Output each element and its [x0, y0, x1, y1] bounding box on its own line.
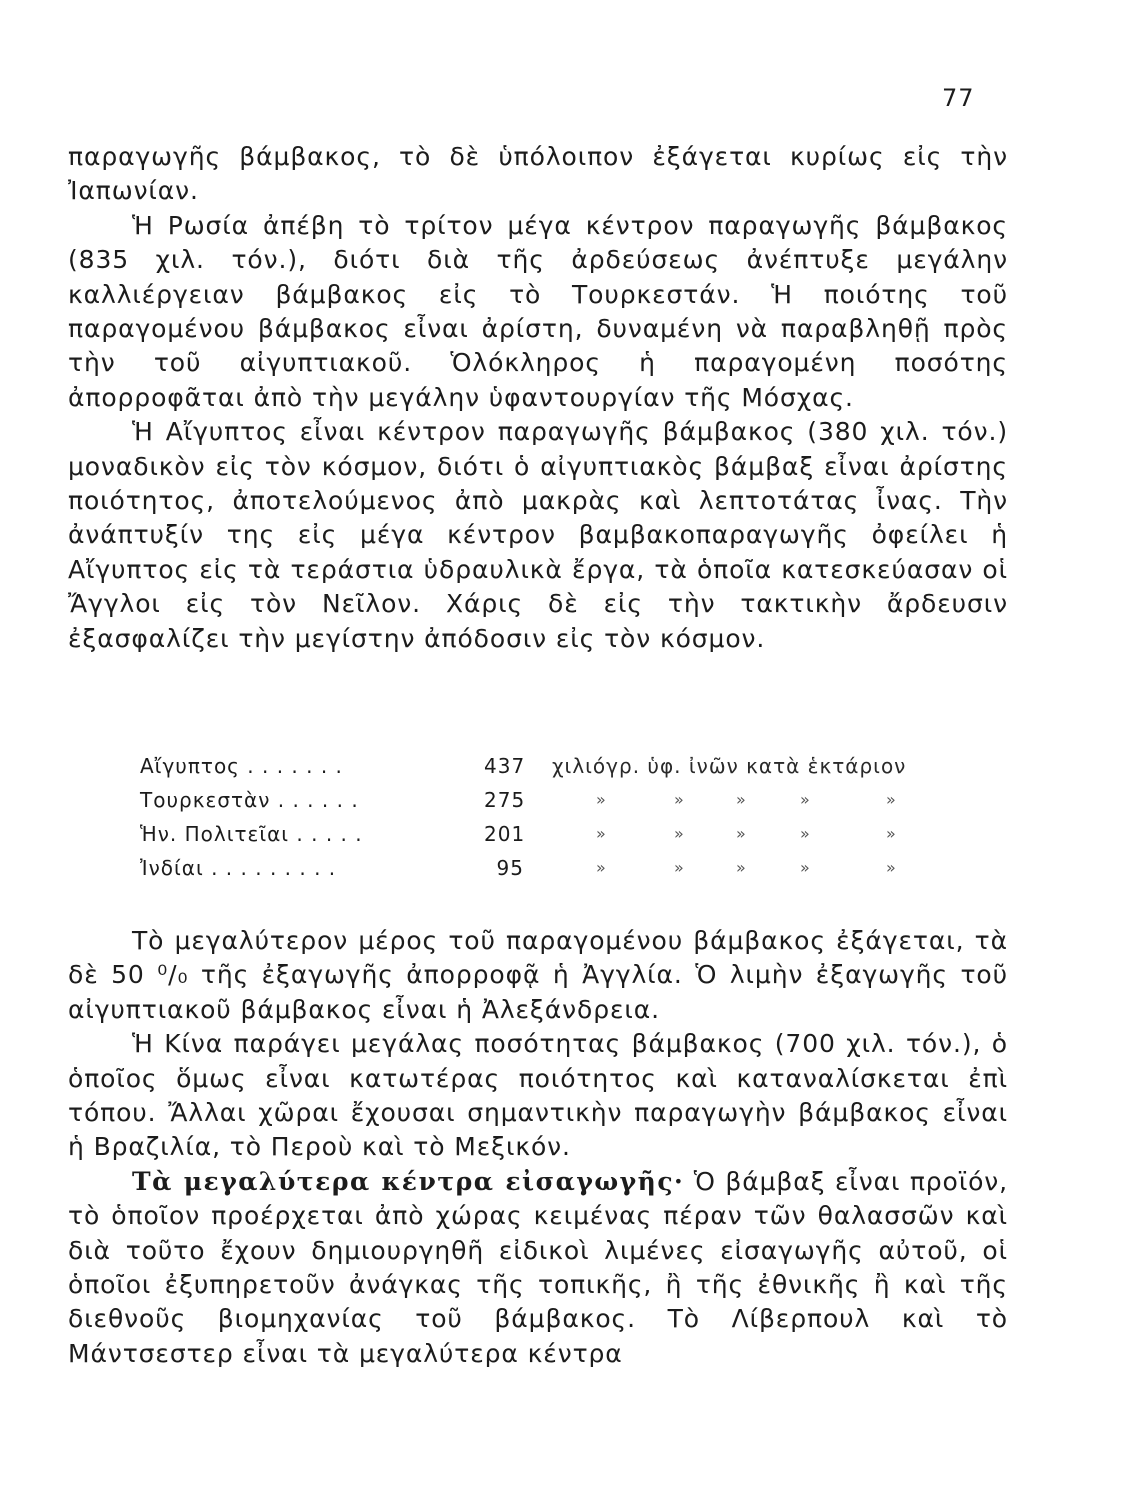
ditto-mark: » [736, 858, 747, 877]
ditto-mark: » [596, 858, 607, 877]
ditto-mark: » [886, 824, 897, 843]
ditto-mark: » [800, 790, 811, 809]
ditto-mark: » [886, 858, 897, 877]
paragraph-continuation: παραγωγῆς βάμβακος, τὸ δὲ ὑπόλοιπον ἐξάγεται κυρίως εἰς τὴν Ἰαπωνίαν. [68, 142, 1008, 206]
ditto-mark: » [886, 790, 897, 809]
page-number: 77 [942, 84, 975, 112]
table-unit: χιλιόγρ. ὑφ. ἰνῶν κατὰ ἑκτάριον [552, 754, 907, 778]
table-country: Ἰνδίαι . . . . . . . . . [140, 856, 337, 880]
table-value: 95 [496, 856, 524, 880]
text-block-lower [68, 924, 1008, 1371]
ditto-mark: » [596, 824, 607, 843]
table-value: 437 [484, 754, 526, 778]
paragraph-china: Ἡ Κίνα παράγει μεγάλας ποσότητας βάμβακος (700 χιλ. τόν.), ὁ ὁποῖος ὅμως εἶναι κατωτέρας ποιότητος καὶ καταναλίσκεται ἐπὶ τόπου. Ἄλλαι χῶραι ἔχουσαι σημαντικὴν παραγωγὴν βάμβακος εἶναι ἡ Βραζιλία, τὸ Περοὺ καὶ τὸ Μεξικόν. [68, 1029, 1008, 1162]
ditto-mark: » [596, 790, 607, 809]
ditto-mark: » [674, 824, 685, 843]
paragraph-egypt: Ἡ Αἴγυπτος εἶναι κέντρον παραγωγῆς βάμβακος (380 χιλ. τόν.) μοναδικὸν εἰς τὸν κόσμον, διότι ὁ αἰγυπτιακὸς βάμβαξ εἶναι ἀρίστης ποιότητος, ἀποτελούμενος ἀπὸ μακρὰς καὶ λεπτοτάτας ἶνας. Τὴν ἀνάπτυξίν της εἰς μέγα κέντρον βαμβακοπαραγωγῆς ὀφείλει ἡ Αἴγυπτος εἰς τὰ τεράστια ὑδραυλικὰ ἔργα, τὰ ὁποῖα κατεσκεύασαν οἱ Ἄγγλοι εἰς τὸν Νεῖλον. Χάρις δὲ εἰς τὴν τακτικὴν ἄρδευσιν ἐξασφαλίζει τὴν μεγίστην ἀπόδοσιν εἰς τὸν κόσμον. [68, 417, 1008, 653]
ditto-mark: » [674, 790, 685, 809]
ditto-mark: » [800, 858, 811, 877]
paragraph-import-centers [68, 1165, 1008, 1371]
table-value: 201 [484, 822, 526, 846]
table-country: Τουρκεστὰν . . . . . . [140, 788, 359, 812]
table-value: 275 [484, 788, 526, 812]
paragraph-export: Τὸ μεγαλύτερον μέρος τοῦ παραγομένου βάμβακος ἐξάγεται, τὰ δὲ 50 ⁰/₀ τῆς ἐξαγωγῆς ἀπορροφᾷ ἡ Ἀγγλία. Ὁ λιμὴν ἐξαγωγῆς τοῦ αἰγυπτιακοῦ βάμβακος εἶναι ἡ Ἀλεξάνδρεια. [68, 926, 1008, 1024]
table-country: Αἴγυπτος . . . . . . . [140, 754, 343, 778]
ditto-mark: » [800, 824, 811, 843]
table-country: Ἡν. Πολιτεῖαι . . . . . [140, 822, 363, 846]
ditto-mark: » [736, 790, 747, 809]
section-heading: Τὰ μεγαλύτερα κέντρα εἰσαγωγῆς· [132, 1166, 685, 1196]
text-block-upper [68, 140, 1008, 656]
paragraph-import-text: Ὁ βάμβαξ εἶναι προϊόν, τὸ ὁποῖον προέρχεται ἀπὸ χώρας κειμένας πέραν τῶν θαλασσῶν καὶ διὰ τοῦτο ἔχουν δημιουργηθῆ εἰδικοὶ λιμένες εἰσαγωγῆς αὐτοῦ, οἱ ὁποῖοι ἐξυπηρετοῦν ἀνάγκας τῆς τοπικῆς, ἢ τῆς ἐθνικῆς ἢ καὶ τῆς διεθνοῦς βιομηχανίας τοῦ βάμβακος. Τὸ Λίβερπουλ καὶ τὸ Μάντσεστερ εἶναι τὰ μεγαλύτερα κέντρα [68, 1166, 1009, 1368]
ditto-mark: » [674, 858, 685, 877]
paragraph-russia: Ἡ Ρωσία ἀπέβη τὸ τρίτον μέγα κέντρον παραγωγῆς βάμβακος (835 χιλ. τόν.), διότι διὰ τῆς ἀρδεύσεως ἀνέπτυξε μεγάλην καλλιέργειαν βάμβακος εἰς τὸ Τουρκεστάν. Ἡ ποιότης τοῦ παραγομένου βάμβακος εἶναι ἀρίστη, δυναμένη νὰ παραβληθῇ πρὸς τὴν τοῦ αἰγυπτιακοῦ. Ὁλόκληρος ἡ παραγομένη ποσότης ἀπορροφᾶται ἀπὸ τὴν μεγάλην ὑφαντουργίαν τῆς Μόσχας. [68, 210, 1008, 412]
ditto-mark: » [736, 824, 747, 843]
